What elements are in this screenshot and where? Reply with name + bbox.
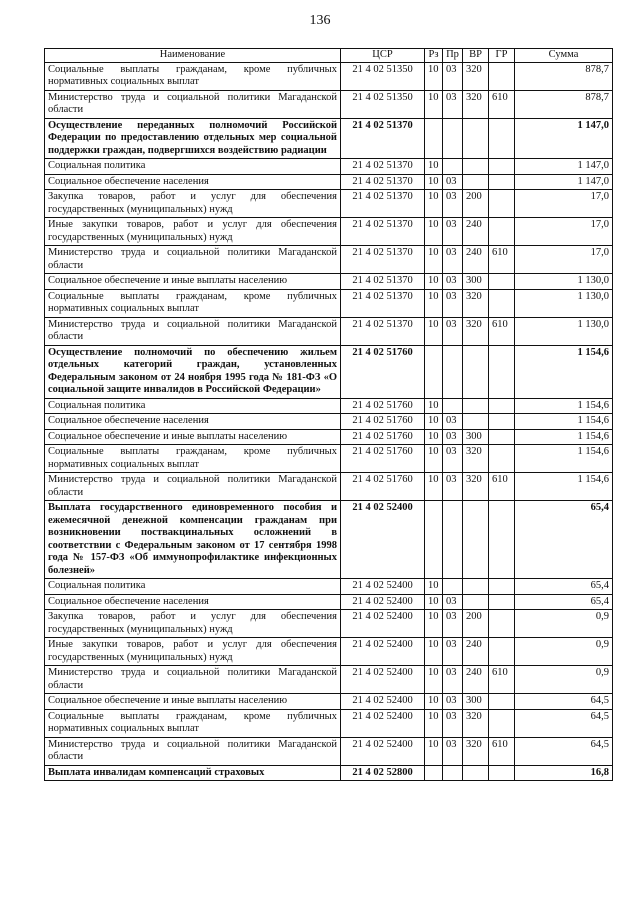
cell-name: Социальная политика	[45, 398, 341, 414]
cell-vr	[463, 159, 489, 175]
cell-gr	[489, 610, 515, 638]
table-row	[45, 445, 613, 473]
cell-sum: 1 147,0	[515, 118, 613, 159]
cell-sum: 0,9	[515, 610, 613, 638]
cell-name: Осуществление переданных полномочий Российской Федерации по предоставлению отдельных мер социальной поддержки граждан, подвергшихся воздействию радиации	[45, 118, 341, 159]
cell-vr: 300	[463, 274, 489, 290]
table-row	[45, 579, 613, 595]
cell-name: Социальное обеспечение и иные выплаты населению	[45, 429, 341, 445]
cell-name: Социальное обеспечение населения	[45, 414, 341, 430]
cell-sum: 0,9	[515, 666, 613, 694]
cell-rz: 10	[425, 414, 443, 430]
page-number: 136	[309, 13, 331, 28]
cell-gr: 610	[489, 317, 515, 345]
cell-csr: 21 4 02 52400	[341, 501, 425, 579]
cell-sum: 64,5	[515, 694, 613, 710]
cell-pr: 03	[443, 709, 463, 737]
cell-pr: 03	[443, 289, 463, 317]
cell-rz: 10	[425, 317, 443, 345]
cell-sum: 64,5	[515, 709, 613, 737]
cell-name: Социальное обеспечение населения	[45, 174, 341, 190]
cell-rz	[425, 501, 443, 579]
cell-sum: 878,7	[515, 90, 613, 118]
cell-sum: 64,5	[515, 737, 613, 765]
cell-vr: 240	[463, 218, 489, 246]
cell-gr	[489, 289, 515, 317]
col-header-sum: Сумма	[515, 49, 613, 63]
cell-csr: 21 4 02 51760	[341, 473, 425, 501]
table-row	[45, 317, 613, 345]
cell-gr	[489, 345, 515, 398]
cell-sum: 1 130,0	[515, 274, 613, 290]
cell-name: Министерство труда и социальной политики Магаданской области	[45, 666, 341, 694]
budget-table	[44, 48, 613, 781]
cell-pr: 03	[443, 610, 463, 638]
cell-name: Закупка товаров, работ и услуг для обеспечения государственных (муниципальных) нужд	[45, 610, 341, 638]
cell-rz: 10	[425, 274, 443, 290]
cell-vr: 320	[463, 445, 489, 473]
cell-vr: 300	[463, 694, 489, 710]
cell-csr: 21 4 02 52400	[341, 694, 425, 710]
cell-pr	[443, 579, 463, 595]
cell-pr: 03	[443, 246, 463, 274]
table-row	[45, 666, 613, 694]
table-row	[45, 709, 613, 737]
cell-vr: 240	[463, 666, 489, 694]
cell-gr: 610	[489, 666, 515, 694]
cell-pr: 03	[443, 218, 463, 246]
cell-sum: 1 154,6	[515, 414, 613, 430]
cell-pr: 03	[443, 174, 463, 190]
cell-pr: 03	[443, 594, 463, 610]
col-header-pr: Пр	[443, 49, 463, 63]
table-row	[45, 610, 613, 638]
cell-csr: 21 4 02 51370	[341, 246, 425, 274]
cell-gr	[489, 118, 515, 159]
cell-gr	[489, 174, 515, 190]
cell-rz	[425, 345, 443, 398]
cell-vr: 320	[463, 473, 489, 501]
table-row	[45, 414, 613, 430]
cell-rz: 10	[425, 398, 443, 414]
cell-rz: 10	[425, 694, 443, 710]
cell-csr: 21 4 02 51760	[341, 445, 425, 473]
cell-rz: 10	[425, 473, 443, 501]
cell-vr: 320	[463, 62, 489, 90]
cell-gr	[489, 709, 515, 737]
table-row	[45, 218, 613, 246]
cell-sum: 0,9	[515, 638, 613, 666]
cell-sum: 878,7	[515, 62, 613, 90]
cell-rz: 10	[425, 445, 443, 473]
cell-pr: 03	[443, 414, 463, 430]
cell-vr	[463, 345, 489, 398]
cell-name: Выплата инвалидам компенсаций страховых	[45, 765, 341, 781]
cell-csr: 21 4 02 51370	[341, 174, 425, 190]
table-row	[45, 638, 613, 666]
cell-pr	[443, 501, 463, 579]
cell-csr: 21 4 02 51760	[341, 345, 425, 398]
cell-rz: 10	[425, 709, 443, 737]
cell-pr	[443, 159, 463, 175]
cell-gr	[489, 429, 515, 445]
cell-csr: 21 4 02 52400	[341, 610, 425, 638]
cell-sum: 65,4	[515, 579, 613, 595]
cell-gr	[489, 159, 515, 175]
cell-vr	[463, 594, 489, 610]
cell-sum: 1 154,6	[515, 345, 613, 398]
cell-sum: 16,8	[515, 765, 613, 781]
cell-pr: 03	[443, 666, 463, 694]
cell-sum: 1 130,0	[515, 317, 613, 345]
cell-name: Социальная политика	[45, 159, 341, 175]
cell-vr	[463, 501, 489, 579]
cell-gr	[489, 218, 515, 246]
cell-name: Социальные выплаты гражданам, кроме публичных нормативных социальных выплат	[45, 709, 341, 737]
cell-sum: 1 147,0	[515, 159, 613, 175]
cell-vr	[463, 414, 489, 430]
cell-csr: 21 4 02 52400	[341, 666, 425, 694]
cell-gr	[489, 62, 515, 90]
table-row	[45, 737, 613, 765]
cell-name: Социальная политика	[45, 579, 341, 595]
cell-sum: 1 154,6	[515, 445, 613, 473]
cell-rz: 10	[425, 174, 443, 190]
cell-name: Министерство труда и социальной политики Магаданской области	[45, 246, 341, 274]
cell-csr: 21 4 02 52400	[341, 638, 425, 666]
cell-sum: 17,0	[515, 190, 613, 218]
cell-name: Социальные выплаты гражданам, кроме публичных нормативных социальных выплат	[45, 445, 341, 473]
cell-name: Социальное обеспечение населения	[45, 594, 341, 610]
cell-gr	[489, 501, 515, 579]
table-row	[45, 118, 613, 159]
cell-rz: 10	[425, 190, 443, 218]
table-row	[45, 594, 613, 610]
cell-gr	[489, 594, 515, 610]
cell-gr	[489, 190, 515, 218]
cell-sum: 65,4	[515, 594, 613, 610]
cell-csr: 21 4 02 51370	[341, 118, 425, 159]
cell-vr: 200	[463, 190, 489, 218]
cell-sum: 1 130,0	[515, 289, 613, 317]
cell-name: Министерство труда и социальной политики Магаданской области	[45, 473, 341, 501]
cell-gr: 610	[489, 737, 515, 765]
cell-csr: 21 4 02 51370	[341, 190, 425, 218]
cell-vr	[463, 118, 489, 159]
cell-gr	[489, 638, 515, 666]
table-row	[45, 289, 613, 317]
cell-pr: 03	[443, 638, 463, 666]
col-header-rz: Рз	[425, 49, 443, 63]
table-row	[45, 694, 613, 710]
cell-pr	[443, 118, 463, 159]
cell-rz: 10	[425, 579, 443, 595]
table-row	[45, 174, 613, 190]
cell-name: Министерство труда и социальной политики Магаданской области	[45, 737, 341, 765]
cell-pr: 03	[443, 737, 463, 765]
cell-vr: 320	[463, 737, 489, 765]
cell-vr	[463, 174, 489, 190]
cell-sum: 65,4	[515, 501, 613, 579]
cell-csr: 21 4 02 52800	[341, 765, 425, 781]
cell-gr: 610	[489, 90, 515, 118]
cell-gr	[489, 694, 515, 710]
cell-vr: 320	[463, 709, 489, 737]
table-row	[45, 501, 613, 579]
cell-csr: 21 4 02 52400	[341, 579, 425, 595]
table-row	[45, 765, 613, 781]
cell-rz: 10	[425, 90, 443, 118]
cell-rz: 10	[425, 610, 443, 638]
col-header-name: Наименование	[45, 49, 341, 63]
cell-name: Иные закупки товаров, работ и услуг для обеспечения государственных (муниципальных) нужд	[45, 638, 341, 666]
table-row	[45, 398, 613, 414]
cell-name: Иные закупки товаров, работ и услуг для обеспечения государственных (муниципальных) нужд	[45, 218, 341, 246]
cell-pr: 03	[443, 445, 463, 473]
cell-csr: 21 4 02 51370	[341, 218, 425, 246]
cell-vr: 200	[463, 610, 489, 638]
cell-pr	[443, 398, 463, 414]
cell-sum: 1 154,6	[515, 473, 613, 501]
cell-sum: 1 154,6	[515, 429, 613, 445]
cell-vr	[463, 398, 489, 414]
cell-vr: 320	[463, 90, 489, 118]
cell-csr: 21 4 02 51370	[341, 159, 425, 175]
col-header-vr: ВР	[463, 49, 489, 63]
cell-name: Социальные выплаты гражданам, кроме публичных нормативных социальных выплат	[45, 289, 341, 317]
cell-vr: 320	[463, 289, 489, 317]
cell-csr: 21 4 02 51370	[341, 289, 425, 317]
cell-name: Осуществление полномочий по обеспечению жильем отдельных категорий граждан, установленных Федеральным законом от 24 ноября 1995 года № 181-ФЗ «О социальной защите инвалидов в Российской Федерации»	[45, 345, 341, 398]
cell-pr: 03	[443, 90, 463, 118]
cell-csr: 21 4 02 51370	[341, 317, 425, 345]
cell-vr	[463, 765, 489, 781]
cell-rz: 10	[425, 638, 443, 666]
cell-csr: 21 4 02 51760	[341, 414, 425, 430]
cell-pr	[443, 345, 463, 398]
cell-rz	[425, 765, 443, 781]
table-row	[45, 473, 613, 501]
cell-gr	[489, 445, 515, 473]
cell-csr: 21 4 02 52400	[341, 737, 425, 765]
cell-rz: 10	[425, 159, 443, 175]
cell-rz	[425, 118, 443, 159]
cell-rz: 10	[425, 62, 443, 90]
col-header-gr: ГР	[489, 49, 515, 63]
cell-gr	[489, 765, 515, 781]
cell-gr	[489, 414, 515, 430]
cell-rz: 10	[425, 737, 443, 765]
cell-name: Министерство труда и социальной политики Магаданской области	[45, 90, 341, 118]
cell-gr	[489, 398, 515, 414]
table-row	[45, 274, 613, 290]
table-row	[45, 159, 613, 175]
cell-gr	[489, 274, 515, 290]
cell-name: Выплата государственного единовременного пособия и ежемесячной денежной компенсации гражданам при возникновении поствакцинальных осложнений в соответствии с Федеральным законом от 17 сентября 1998 года № 157-ФЗ «Об иммунопрофилактике инфекционных болезней»	[45, 501, 341, 579]
cell-vr: 320	[463, 317, 489, 345]
cell-csr: 21 4 02 51350	[341, 62, 425, 90]
cell-csr: 21 4 02 51760	[341, 429, 425, 445]
cell-csr: 21 4 02 51370	[341, 274, 425, 290]
cell-vr: 300	[463, 429, 489, 445]
cell-rz: 10	[425, 246, 443, 274]
cell-rz: 10	[425, 594, 443, 610]
cell-pr: 03	[443, 473, 463, 501]
table-row	[45, 190, 613, 218]
cell-name: Закупка товаров, работ и услуг для обеспечения государственных (муниципальных) нужд	[45, 190, 341, 218]
cell-vr	[463, 579, 489, 595]
cell-pr: 03	[443, 694, 463, 710]
cell-pr: 03	[443, 62, 463, 90]
header-row	[45, 49, 613, 63]
cell-pr: 03	[443, 317, 463, 345]
table-row	[45, 62, 613, 90]
cell-sum: 1 147,0	[515, 174, 613, 190]
cell-sum: 17,0	[515, 218, 613, 246]
cell-name: Социальное обеспечение и иные выплаты населению	[45, 694, 341, 710]
cell-csr: 21 4 02 51350	[341, 90, 425, 118]
table-row	[45, 345, 613, 398]
col-header-csr: ЦСР	[341, 49, 425, 63]
table-row	[45, 90, 613, 118]
cell-csr: 21 4 02 52400	[341, 709, 425, 737]
cell-gr: 610	[489, 473, 515, 501]
cell-rz: 10	[425, 666, 443, 694]
cell-gr: 610	[489, 246, 515, 274]
cell-vr: 240	[463, 638, 489, 666]
cell-sum: 1 154,6	[515, 398, 613, 414]
cell-csr: 21 4 02 52400	[341, 594, 425, 610]
cell-name: Социальное обеспечение и иные выплаты населению	[45, 274, 341, 290]
cell-name: Социальные выплаты гражданам, кроме публичных нормативных социальных выплат	[45, 62, 341, 90]
cell-pr	[443, 765, 463, 781]
cell-pr: 03	[443, 274, 463, 290]
table-row	[45, 246, 613, 274]
cell-name: Министерство труда и социальной политики Магаданской области	[45, 317, 341, 345]
cell-rz: 10	[425, 289, 443, 317]
cell-rz: 10	[425, 429, 443, 445]
cell-sum: 17,0	[515, 246, 613, 274]
cell-gr	[489, 579, 515, 595]
cell-csr: 21 4 02 51760	[341, 398, 425, 414]
cell-pr: 03	[443, 190, 463, 218]
table-row	[45, 429, 613, 445]
cell-rz: 10	[425, 218, 443, 246]
cell-vr: 240	[463, 246, 489, 274]
cell-pr: 03	[443, 429, 463, 445]
